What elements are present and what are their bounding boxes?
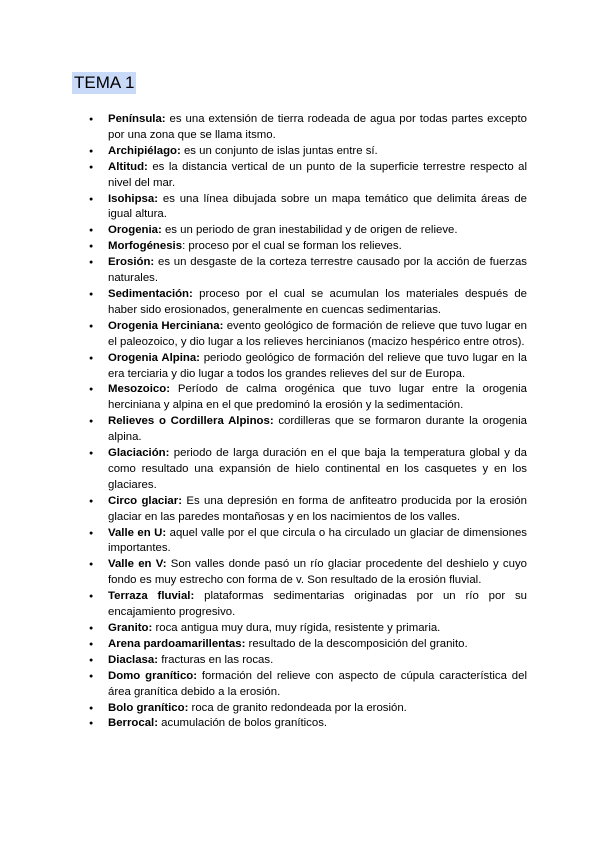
glossary-item (108, 701, 527, 717)
glossary-item (108, 382, 527, 414)
page-title: TEMA 1 (74, 73, 135, 92)
glossary-definition: cordilleras que se formaron durante la orogenia alpina. (108, 415, 527, 444)
glossary-item (108, 160, 527, 192)
glossary-term: Altitud: (108, 160, 148, 173)
glossary-item (108, 351, 527, 383)
glossary-term: Domo granítico: (108, 669, 198, 682)
glossary-definition: es un conjunto de islas juntas entre sí. (180, 144, 378, 157)
glossary-item (108, 557, 527, 589)
glossary-definition: Son valles donde pasó un río glaciar procedente del deshielo y cuyo fondo es muy estrecho con forma de v. Son resultado de la erosión fluvial. (108, 558, 527, 587)
glossary-term: Arena pardoamarillentas: (108, 637, 246, 650)
glossary-definition: : proceso por el cual se forman los relieves. (182, 240, 402, 253)
glossary-definition: es la distancia vertical de un punto de la superficie terrestre respecto al nivel del mar. (108, 160, 527, 189)
glossary-definition: es una extensión de tierra rodeada de agua por todas partes excepto por una zona que se llama itsmo. (108, 113, 527, 141)
glossary-item (108, 144, 527, 160)
glossary-term: Terraza fluvial: (108, 590, 195, 603)
glossary-term: Orogenia Herciniana: (108, 319, 224, 332)
glossary-item (108, 239, 527, 255)
glossary-term: Mesozoico: (108, 383, 171, 396)
glossary-term: Erosión: (108, 256, 155, 269)
glossary-definition: roca antigua muy dura, muy rígida, resistente y primaria. (152, 622, 441, 634)
glossary-item (108, 112, 527, 144)
glossary-definition: Es una depresión en forma de anfiteatro producida por la erosión glaciar en las paredes montañosas y en los nacimientos de los valles. (108, 494, 527, 523)
glossary-term: Glaciación: (108, 447, 170, 460)
glossary-term: Sedimentación: (108, 287, 193, 300)
glossary-item (108, 637, 527, 653)
glossary-definition: es un desgaste de la corteza terrestre causado por la acción de fuerzas naturales. (108, 256, 527, 285)
glossary-definition: fracturas en las rocas. (158, 653, 274, 666)
glossary-definition: periodo geológico de formación del relieve que tuvo lugar en la era terciaria y dio lugar a todos los grandes relieves del sur de Europa. (108, 351, 527, 380)
glossary-term: Valle en U: (108, 526, 167, 539)
glossary-term: Circo glaciar: (108, 494, 182, 507)
glossary-definition: roca de granito redondeada por la erosión. (188, 701, 407, 714)
glossary-term: Valle en V: (108, 558, 167, 571)
glossary-definition: periodo de larga duración en el que baja la temperatura global y da como resultado una expansión de hielo continental en los casquetes y en los glaciares. (108, 447, 527, 491)
glossary-item (108, 589, 527, 621)
glossary-item (108, 223, 527, 239)
glossary-item (108, 669, 527, 701)
glossary-item (108, 653, 527, 669)
glossary-term: Península: (108, 113, 166, 125)
glossary-item (108, 287, 527, 319)
glossary-item (108, 446, 527, 494)
glossary-term: Morfogénesis (108, 240, 183, 253)
glossary-item (108, 621, 527, 637)
glossary-definition: acumulación de bolos graníticos. (158, 717, 328, 730)
glossary-list (108, 112, 527, 732)
glossary-term: Orogenia: (108, 224, 162, 237)
glossary-item (108, 414, 527, 446)
glossary-item (108, 255, 527, 287)
glossary-item (108, 319, 527, 351)
glossary-definition: formación del relieve con aspecto de cúpula característica del área granítica debido a la erosión. (108, 669, 527, 698)
glossary-definition: proceso por el cual se acumulan los materiales después de haber sido erosionados, generalmente en cuencas sedimentarias. (108, 287, 527, 316)
glossary-definition: es un periodo de gran inestabilidad y de origen de relieve. (161, 224, 458, 237)
glossary-item (108, 716, 527, 732)
glossary-term: Relieves o Cordillera Alpinos: (108, 415, 274, 428)
glossary-term: Isohipsa: (108, 192, 159, 205)
glossary-term: Archipiélago: (108, 144, 181, 157)
glossary-term: Diaclasa: (108, 653, 159, 666)
glossary-definition: resultado de la descomposición del granito. (245, 637, 468, 650)
glossary-item (108, 494, 527, 526)
glossary-definition: es una línea dibujada sobre un mapa temático que delimita áreas de igual altura. (108, 192, 527, 221)
glossary-item (108, 192, 527, 224)
glossary-definition: plataformas sedimentarias originadas por un río por su encajamiento progresivo. (108, 590, 527, 619)
glossary-definition: Período de calma orogénica que tuvo lugar entre la orogenia herciniana y alpina en el que predominó la erosión y la sedimentación. (108, 383, 527, 412)
glossary-definition: evento geológico de formación de relieve que tuvo lugar en el paleozoico, y dio lugar a los relieves hercinianos (macizo hespérico entre otros). (108, 319, 528, 348)
glossary-term: Bolo granítico: (108, 701, 189, 714)
glossary-term: Granito: (108, 622, 153, 634)
glossary-item (108, 526, 527, 558)
glossary-term: Orogenia Alpina: (108, 351, 200, 364)
glossary-definition: aquel valle por el que circula o ha circulado un glaciar de dimensiones importantes. (108, 526, 528, 555)
glossary-term: Berrocal: (108, 717, 159, 730)
